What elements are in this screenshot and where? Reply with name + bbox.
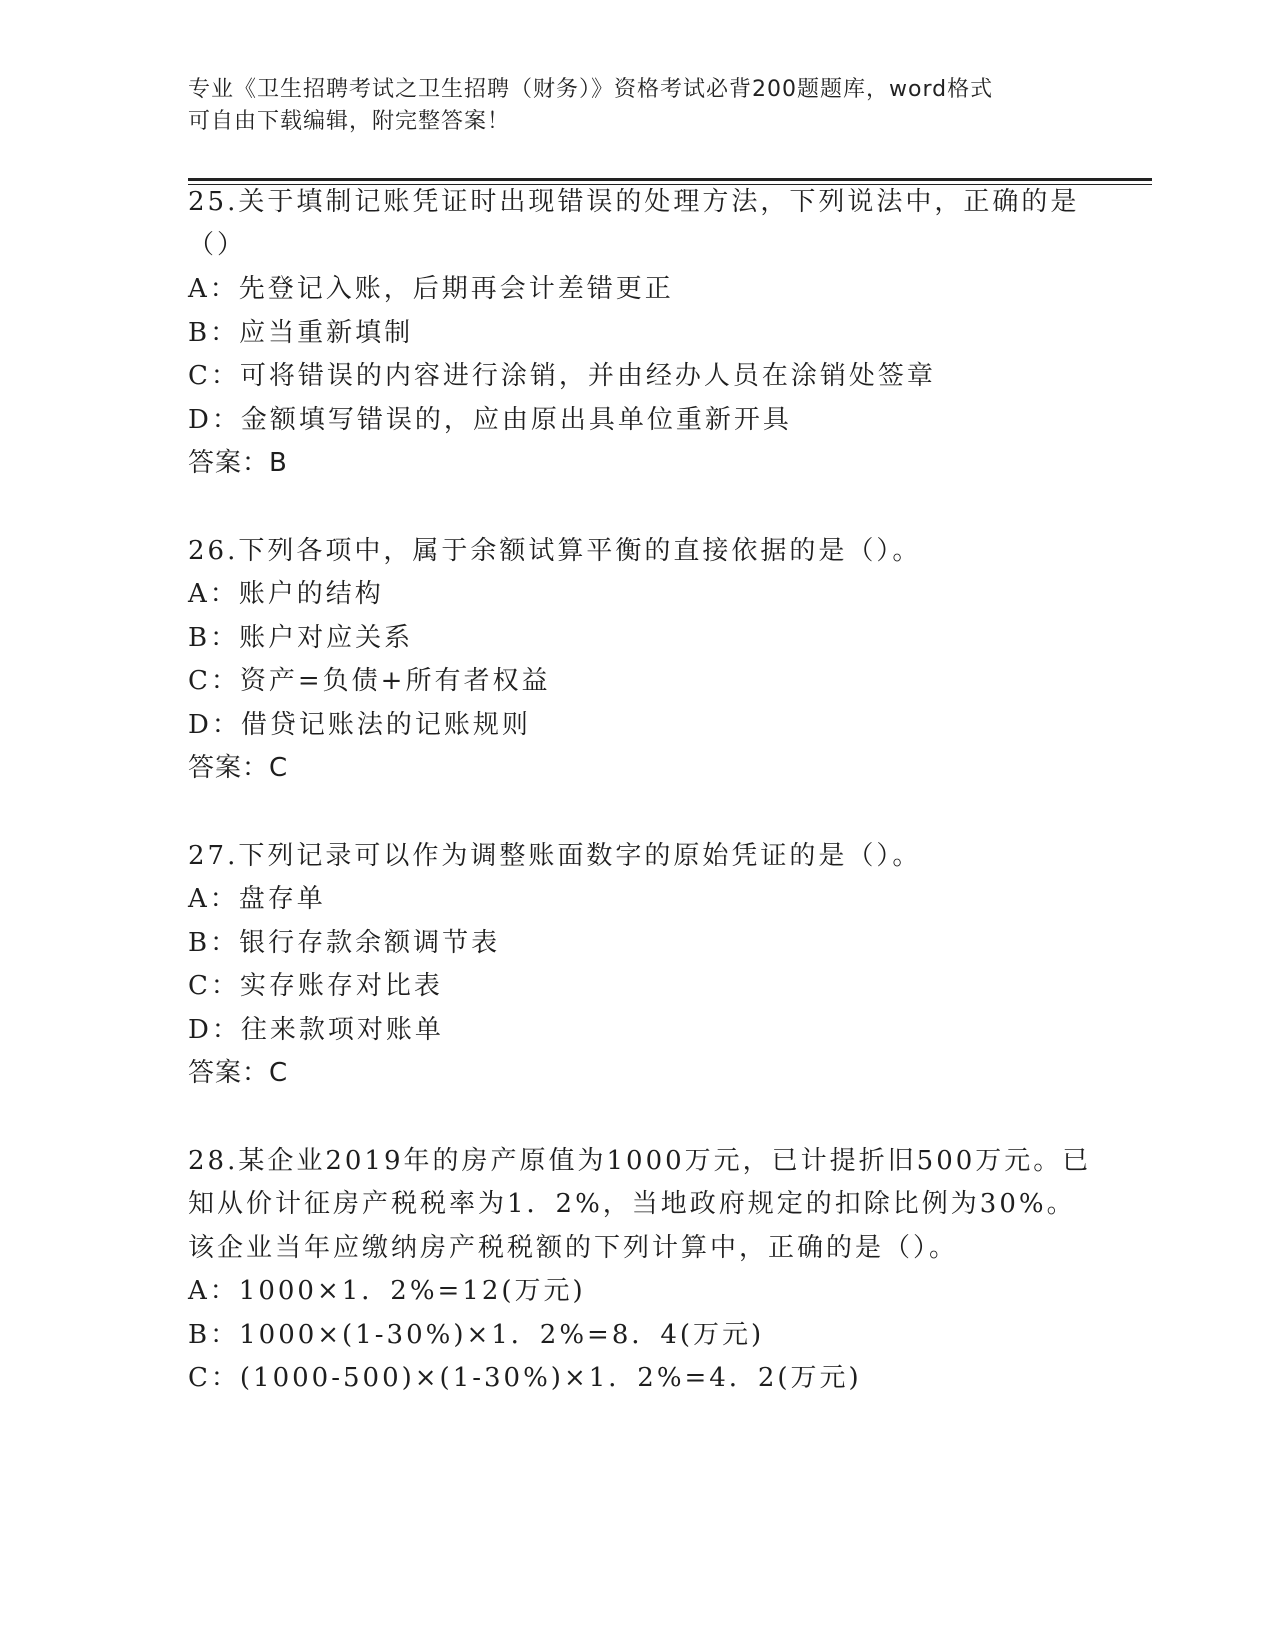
option-a: A：账户的结构	[188, 579, 384, 609]
option-b: B：银行存款余额调节表	[188, 928, 501, 958]
header-line-1: 专业《卫生招聘考试之卫生招聘（财务）》资格考试必背200题题库，word格式	[188, 77, 994, 102]
answer-line: 答案：C	[188, 753, 289, 783]
option-b: B：账户对应关系	[188, 623, 414, 653]
option-a: A：1000×1．2%=12(万元)	[188, 1276, 586, 1306]
question-stem: 27.下列记录可以作为调整账面数字的原始凭证的是（）。	[188, 841, 922, 871]
header-line-2: 可自由下载编辑，附完整答案！	[188, 109, 511, 134]
question-stem: （）	[188, 230, 247, 260]
answer-line: 答案：B	[188, 448, 288, 478]
option-a: A：盘存单	[188, 884, 326, 914]
question-stem: 该企业当年应缴纳房产税税额的下列计算中，正确的是（）。	[188, 1233, 959, 1263]
option-a: A：先登记入账，后期再会计差错更正	[188, 274, 674, 304]
option-c: C：可将错误的内容进行涂销，并由经办人员在涂销处签章	[188, 361, 936, 391]
option-d: D：借贷记账法的记账规则	[188, 710, 531, 740]
option-c: C：实存账存对比表	[188, 971, 443, 1001]
answer-line: 答案：C	[188, 1058, 289, 1088]
option-b: B：应当重新填制	[188, 318, 414, 348]
header-divider-thick	[188, 178, 1152, 181]
question-stem: 28.某企业2019年的房产原值为1000万元，已计提折旧500万元。已	[188, 1146, 1092, 1176]
option-c: C：资产=负债+所有者权益	[188, 666, 551, 696]
option-d: D：往来款项对账单	[188, 1015, 444, 1045]
option-b: B：1000×(1-30%)×1．2%=8．4(万元)	[188, 1320, 765, 1350]
question-stem: 26.下列各项中，属于余额试算平衡的直接依据的是（）。	[188, 536, 922, 566]
question-stem: 知从价计征房产税税率为1．2%，当地政府规定的扣除比例为30%。	[188, 1189, 1076, 1219]
document-header	[188, 74, 1088, 138]
option-d: D：金额填写错误的，应由原出具单位重新开具	[188, 405, 792, 435]
question-stem: 25.关于填制记账凭证时出现错误的处理方法，下列说法中，正确的是	[188, 187, 1080, 217]
option-c: C：(1000-500)×(1-30%)×1．2%=4．2(万元)	[188, 1363, 862, 1393]
